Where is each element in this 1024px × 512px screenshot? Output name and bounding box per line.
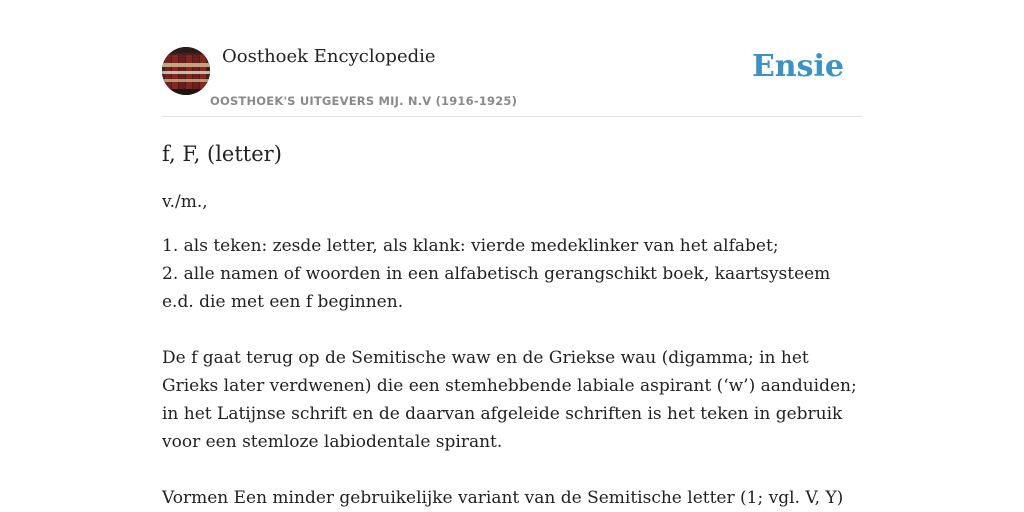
- publisher-label: OOSTHOEK'S UITGEVERS MIJ. N.V (1916-1925): [210, 94, 518, 108]
- article: [162, 136, 862, 512]
- entry-body: [162, 232, 862, 512]
- book-spines-icon: [162, 47, 210, 95]
- paragraph-spacer: [162, 456, 862, 484]
- grammar-label: v./m.,: [162, 192, 208, 212]
- definition-item: 1. als teken: zesde letter, als klank: vierde medeklinker van het alfabet;: [162, 236, 779, 256]
- entry-title: f, F, (letter): [162, 142, 282, 166]
- header: [162, 40, 862, 117]
- ensie-logo[interactable]: Ensie: [751, 49, 844, 84]
- body-paragraph: De f gaat terug op de Semitische waw en de Griekse wau (digamma; in het Grieks later verdwenen) die een stemhebbende labiale aspirant (‘w’) aanduiden; in het Latijnse schrift en de daarvan afgeleide schriften is het teken in gebruik voor een stemloze labiodentale spirant.: [162, 348, 857, 452]
- definition-item: 2. alle namen of woorden in een alfabetisch gerangschikt boek, kaartsysteem e.d. die met een f beginnen.: [162, 264, 831, 312]
- avatar[interactable]: [162, 47, 210, 95]
- body-paragraph: Vormen Een minder gebruikelijke variant van de Semitische letter (1; vgl. V, Y): [162, 488, 844, 508]
- paragraph-spacer: [162, 316, 862, 344]
- site-title[interactable]: Oosthoek Encyclopedie: [222, 46, 436, 67]
